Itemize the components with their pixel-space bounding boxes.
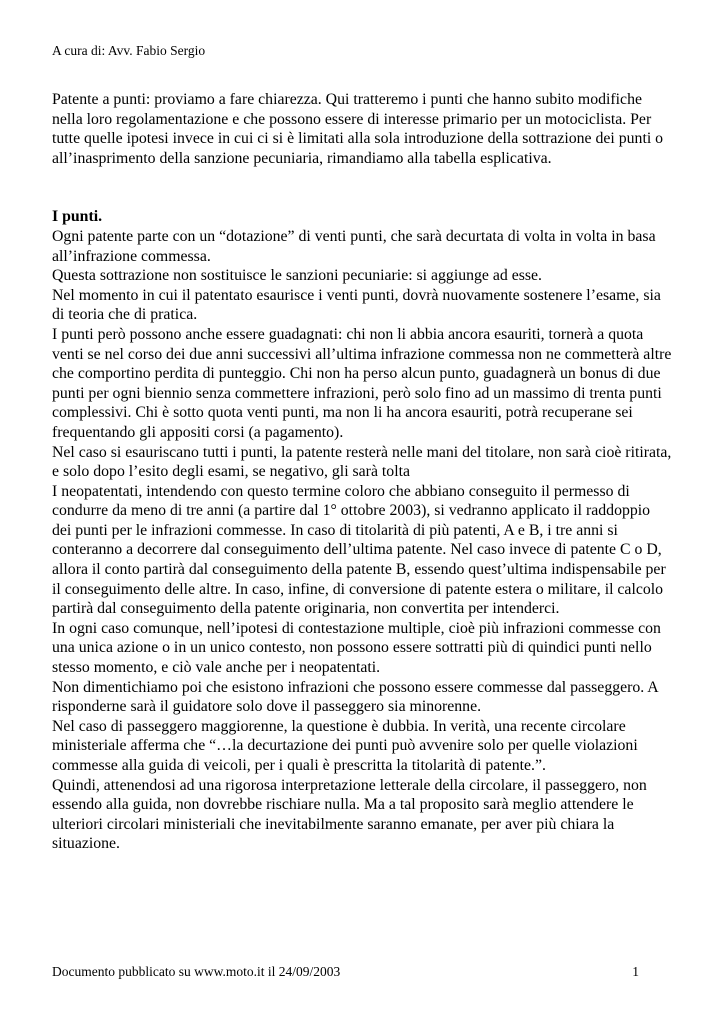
document-body	[52, 90, 672, 854]
body-paragraph-4: I punti però possono anche essere guadagnati: chi non li abbia ancora esauriti, tornerà a quota venti se nel corso dei due anni successivi all’ultima infrazione commessa non ne commetterà altre che comportino perdita di punteggio. Chi non ha perso alcun punto, guadagnerà un bonus di due punti per ogni biennio senza commettere infrazioni, però solo fino ad un massimo di trenta punti complessivi. Chi è sotto quota venti punti, ma non li ha ancora esauriti, potrà recuperane sei frequentando gli appositi corsi (a pagamento).	[52, 325, 672, 441]
body-paragraph-8: Non dimentichiamo poi che esistono infrazioni che possono essere commesse dal passeggero. A risponderne sarà il guidatore solo dove il passeggero sia minorenne.	[52, 678, 658, 716]
body-paragraph-7: In ogni caso comunque, nell’ipotesi di contestazione multiple, cioè più infrazioni commesse con una unica azione o in un unico contesto, non possono essere sottratti più di quindici punti nello stesso momento, e ciò vale anche per i neopatentati.	[52, 619, 661, 677]
intro-paragraph: Patente a punti: proviamo a fare chiarezza. Qui tratteremo i punti che hanno subito modifiche nella loro regolamentazione e che possono essere di interesse primario per un motociclista. Per tutte quelle ipotesi invece in cui ci si è limitati alla sola introduzione della sottrazione dei punti o all’inasprimento della sanzione pecuniaria, rimandiamo alla tabella esplicativa.	[52, 91, 664, 167]
body-paragraph-5: Nel caso si esauriscano tutti i punti, la patente resterà nelle mani del titolare, non sarà cioè ritirata, e solo dopo l’esito degli esami, se negativo, gli sarà tolta	[52, 443, 672, 481]
page-number: 1	[632, 964, 639, 979]
section-title: I punti.	[52, 208, 103, 226]
body-paragraph-6: I neopatentati, intendendo con questo termine coloro che abbiano conseguito il permesso di condurre da meno di tre anni (a partire dal 1° ottobre 2003), si vedranno applicato il raddoppio dei punti per le infrazioni commesse. In caso di titolarità di più patenti, A e B, i tre anni si conteranno a decorrere dal conseguimento dell’ultima patente. Nel caso invece di patente C o D, allora il conto partirà dal conseguimento della patente B, essendo quest’ultima indispensabile per il conseguimento delle altre. In caso, infine, di conversione di patente estera o militare, il calcolo partirà dal conseguimento della patente originaria, non convertita per intenderci.	[52, 482, 666, 618]
page-header	[52, 42, 205, 59]
body-paragraph-3: Nel momento in cui il patentato esaurisce i venti punti, dovrà nuovamente sostenere l’esame, sia di teoria che di pratica.	[52, 286, 661, 324]
body-paragraph-1: Ogni patente parte con un “dotazione” di venti punti, che sarà decurtata di volta in volta in basa all’infrazione commessa.	[52, 227, 656, 265]
body-paragraph-9: Nel caso di passeggero maggiorenne, la questione è dubbia. In verità, una recente circolare ministeriale afferma che “…la decurtazione dei punti può avvenire solo per quelle violazioni commesse alla guida di veicoli, per i quali è prescritta la titolarità di patente.”.	[52, 717, 638, 774]
body-paragraph-2: Questa sottrazione non sostituisce le sanzioni pecuniarie: si aggiunge ad esse.	[52, 267, 543, 285]
curator-line: A cura di: Avv. Fabio Sergio	[52, 43, 206, 58]
page-footer	[52, 963, 639, 980]
body-paragraph-10: Quindi, attenendosi ad una rigorosa interpretazione letterale della circolare, il passeggero, non essendo alla guida, non dovrebbe rischiare nulla. Ma a tal proposito sarà meglio attendere le ulteriori circolari ministeriali che inevitabilmente saranno emanate, per aver più chiara la situazione.	[52, 776, 647, 853]
publication-note: Documento pubblicato su www.moto.it il 24/09/2003	[52, 964, 341, 979]
